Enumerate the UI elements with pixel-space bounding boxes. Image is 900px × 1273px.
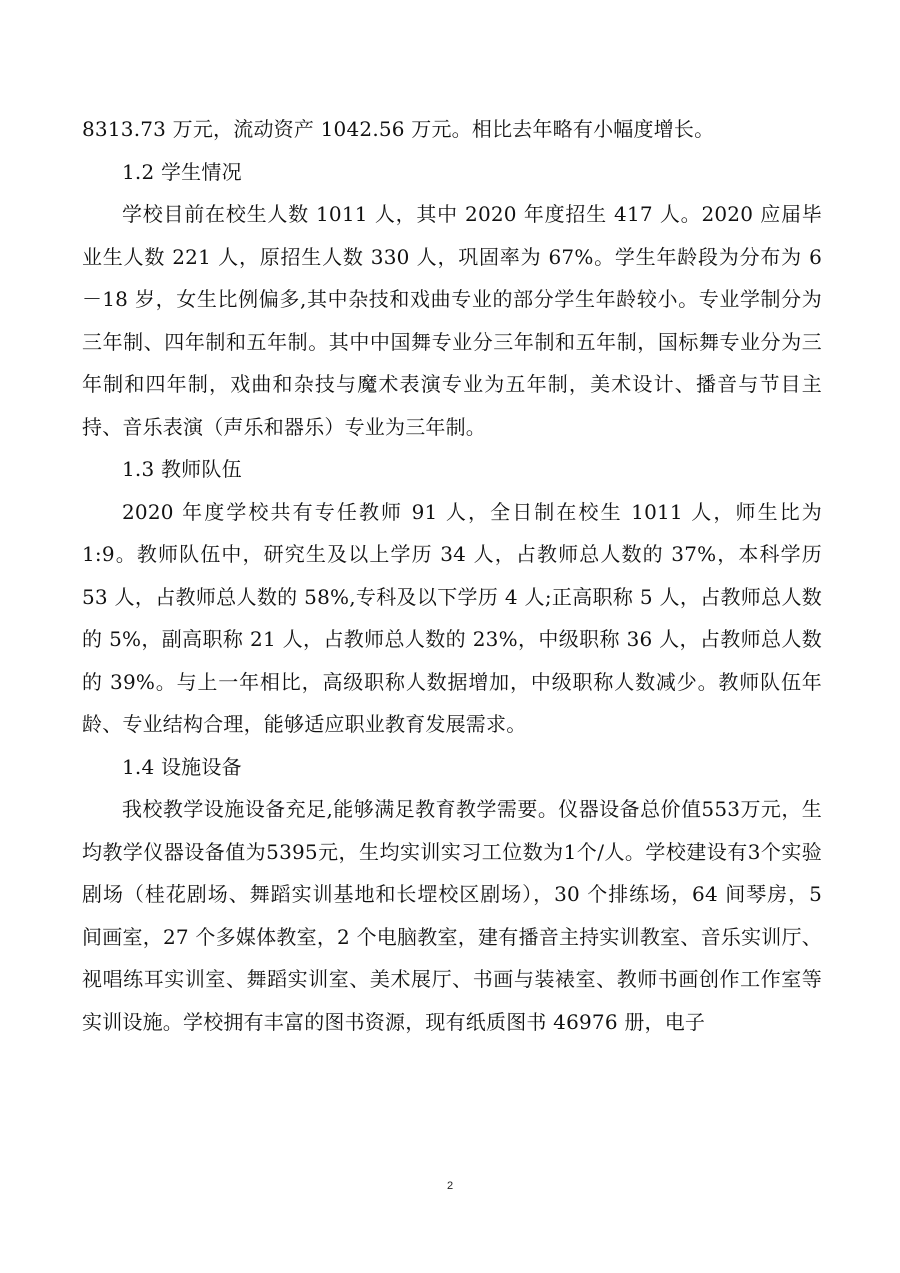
paragraph-facilities: 我校教学设施设备充足,能够满足教育教学需要。仪器设备总价值553万元，生均教学仪器设备值为5395元，生均实训实习工位数为1个/人。学校建设有3个实验剧场（桂花剧场、舞蹈实训基地和长堽校区剧场），30 个排练场，64 间琴房，5 间画室，27 个多媒体教室，2 个电脑教室，建有播音主持实训教室、音乐实训厅、视唱练耳实训室、舞蹈实训室、美术展厅、书画与装裱室、教师书画创作工作室等实训设施。学校拥有丰富的图书资源，现有纸质图书 46976 册，电子 (82, 797, 822, 1034)
section-heading-teachers: 1.3 教师队伍 (122, 457, 242, 481)
document-body (82, 108, 822, 1043)
paragraph-assets-continuation: 8313.73 万元，流动资产 1042.56 万元。相比去年略有小幅度增长。 (82, 117, 715, 141)
page-number: 2 (446, 1180, 454, 1192)
section-heading-facilities: 1.4 设施设备 (122, 754, 242, 779)
section-heading-students: 1.2 学生情况 (122, 159, 242, 184)
paragraph-teachers: 2020 年度学校共有专任教师 91 人，全日制在校生 1011 人，师生比为 1:9。教师队伍中，研究生及以上学历 34 人，占教师总人数的 37%，本科学历 53 人，占教师总人数的 58%,专科及以下学历 4 人;正高职称 5 人，占教师总人数的 5%，副高职称 21 人，占教师总人数的 23%，中级职称 36 人，占教师总人数的 39%。与上一年相比，高级职称人数据增加，中级职称人数减少。教师队伍年龄、专业结构合理，能够适应职业教育发展需求。 (82, 499, 822, 736)
paragraph-students: 学校目前在校生人数 1011 人，其中 2020 年度招生 417 人。2020 应届毕业生人数 221 人，原招生人数 330 人，巩固率为 67%。学生年龄段为分布为 6－18 岁，女生比例偏多,其中杂技和戏曲专业的部分学生年龄较小。专业学制分为三年制、四年制和五年制。其中中国舞专业分三年制和五年制，国标舞专业分为三年制和四年制，戏曲和杂技与魔术表演专业为五年制，美术设计、播音与节目主持、音乐表演（声乐和器乐）专业为三年制。 (82, 202, 822, 439)
